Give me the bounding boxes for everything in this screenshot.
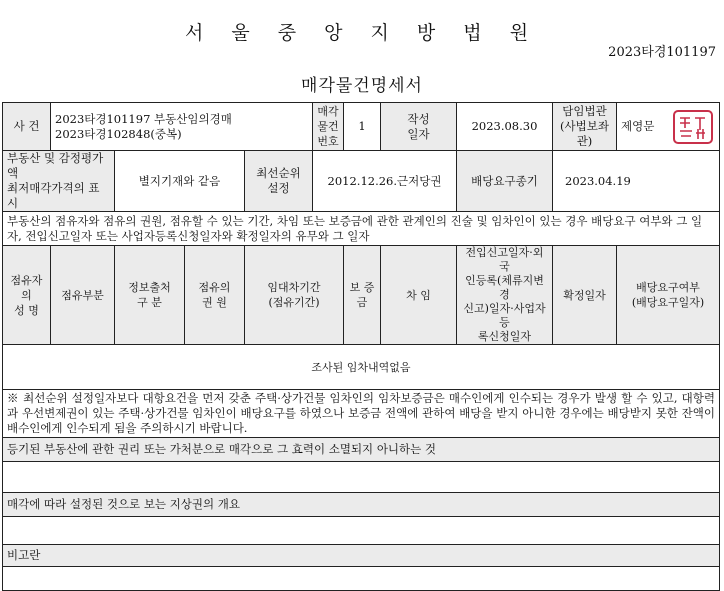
remarks-value [3, 567, 720, 591]
case-info [51, 103, 313, 151]
occupancy-header-row [3, 246, 720, 345]
court-name: 서 울 중 앙 지 방 법 원 [184, 22, 540, 44]
col-title: 점유의 권 원 [185, 246, 245, 345]
col-fixed-date: 확정일자 [553, 246, 617, 345]
item-no-label: 매각 물건번호 [313, 103, 344, 151]
no-tenancy-message: 조사된 임차내역없음 [3, 345, 720, 390]
rights-value [3, 462, 720, 493]
item-no-value: 1 [344, 103, 381, 151]
judge-cell [617, 103, 720, 151]
case-line-1: 2023타경101197 부동산임의경매 [55, 111, 232, 126]
case-label: 사 건 [3, 103, 51, 151]
col-rent: 차 임 [381, 246, 457, 345]
occupancy-intro: 부동산의 점유자와 점유의 권원, 점유할 수 있는 기간, 차임 또는 보증금에 관한 관계인의 진술 및 임차인이 있는 경우 배당요구 여부와 그 일자, 전입신고일자 또는 사업자등록신청일자와 확정일자의 유무와 그 일자 [3, 212, 720, 246]
priority-value: 2012.12.26.근저당권 [313, 151, 457, 212]
col-dividend-request: 배당요구여부 (배당요구일자) [617, 246, 720, 345]
col-info-source: 정보출처 구 분 [115, 246, 185, 345]
priority-label: 최선순위 설정 [245, 151, 313, 212]
written-date-value: 2023.08.30 [457, 103, 553, 151]
deadline-label: 배당요구종기 [457, 151, 553, 212]
col-occupied-part: 점유부분 [51, 246, 115, 345]
surface-rights-label: 매각에 따라 설정된 것으로 보는 지상권의 개요 [3, 493, 720, 517]
judge-name: 제영문 [621, 118, 655, 133]
rights-label: 등기된 부동산에 관한 권리 또는 가처분으로 매각으로 그 효력이 소멸되지 아니하는 것 [3, 438, 720, 462]
judge-label: 담임법관 (사법보좌관) [553, 103, 617, 151]
warning-note: ※ 최선순위 설정일자보다 대항요건을 먼저 갖춘 주택·상가건물 임차인의 임차보증금은 매수인에게 인수되는 경우가 발생 할 수 있고, 대항력과 우선변제권이 있는 주택·상가건물 임차인이 배당요구를 하였으나 보증금 전액에 관하여 배당을 받지 아니한 경우에는 배당받지 못한 잔액이 배수인에게 인수되게 됨을 주의하시기 바랍니다. [3, 390, 720, 438]
col-lease-period: 임대차기간 (점유기간) [245, 246, 344, 345]
specification-table [2, 102, 719, 562]
col-move-in-date: 전입신고일자·외국 인등록(체류지변경 신고)일자·사업자등 록신청일자 [457, 246, 553, 345]
appraisal-value: 별지기재와 같음 [115, 151, 245, 212]
written-date-label: 작성 일자 [381, 103, 457, 151]
col-deposit: 보 증 금 [344, 246, 381, 345]
appraisal-label: 부동산 및 감정평가액 최저매각가격의 표시 [3, 151, 115, 212]
surface-rights-value [3, 517, 720, 545]
document-title: 매각물건명세서 [301, 76, 423, 96]
case-number: 2023타경101197 [608, 45, 716, 60]
remarks-label: 비고란 [3, 545, 720, 567]
judge-seal-icon [672, 109, 714, 145]
case-line-2: 2023타경102848(중복) [55, 126, 182, 141]
col-occupant-name: 점유자의 성 명 [3, 246, 51, 345]
deadline-value: 2023.04.19 [553, 151, 720, 212]
